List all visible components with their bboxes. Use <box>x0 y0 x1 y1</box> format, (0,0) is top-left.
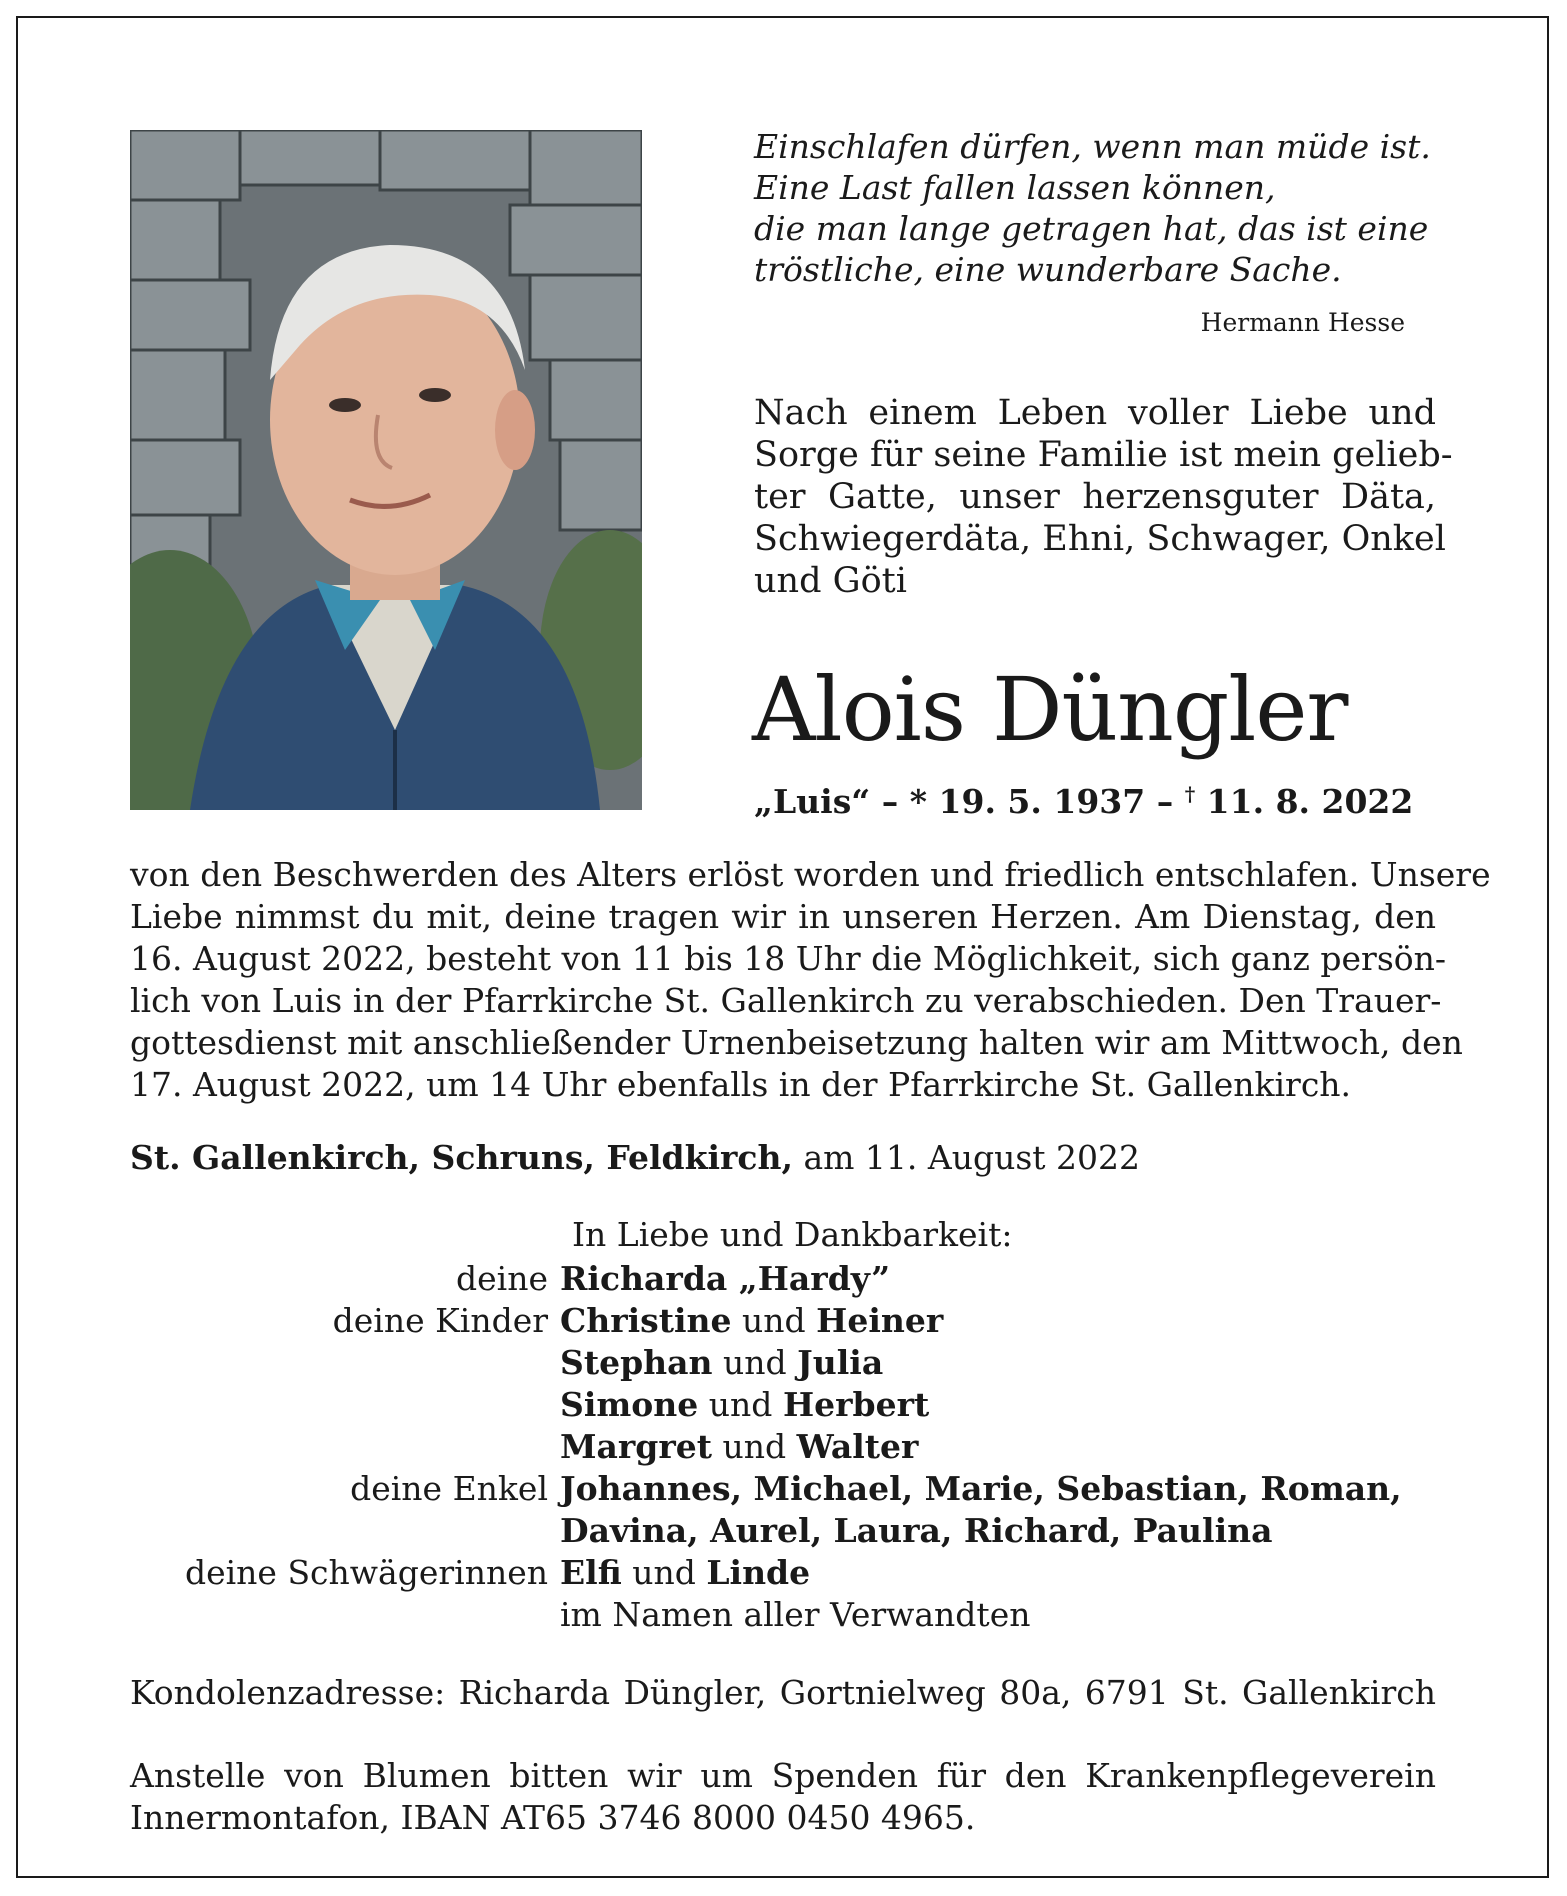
relatives-note: im Namen aller Verwandten <box>560 1595 1031 1634</box>
connector: und <box>742 1301 806 1340</box>
birth-date: 19. 5. 1937 <box>938 782 1146 821</box>
quote-line: tröstliche, eine wunderbare Sache. <box>754 250 1342 289</box>
mourner-row <box>130 1510 1450 1552</box>
place-date <box>130 1138 1140 1177</box>
places: St. Gallenkirch, Schruns, Feldkirch, <box>130 1138 793 1177</box>
body-line: lich von Luis in der Pfarrkirche St. Gallenkirch zu verabschieden. Den Trauer- <box>130 981 1442 1020</box>
mourner-label: deine <box>456 1259 548 1298</box>
quote-line: die man lange getragen hat, das ist eine <box>754 209 1429 248</box>
intro-line: ter Gatte, unser herzensguter Däta, <box>754 477 1436 517</box>
deceased-name: Alois Düngler <box>752 658 1348 761</box>
intro-line: Nach einem Leben voller Liebe und <box>754 393 1436 433</box>
mourner-name: Herbert <box>782 1385 930 1424</box>
body-line: Liebe nimmst du mit, deine tragen wir in unseren Herzen. Am Dienstag, den <box>130 897 1436 936</box>
life-dates: „Luis“ – * 19. 5. 1937 – † 11. 8. 2022 <box>754 782 1414 821</box>
body-line: 16. August 2022, besteht von 11 bis 18 Uhr die Möglichkeit, sich ganz persön- <box>130 939 1447 978</box>
nickname: „Luis“ <box>754 782 871 821</box>
mourner-name: Margret <box>560 1427 712 1466</box>
mourner-name: Simone <box>560 1385 699 1424</box>
intro-line: Sorge für seine Familie ist mein gelieb- <box>754 435 1453 475</box>
hesse-quote <box>754 126 1434 290</box>
born-symbol: * <box>909 782 928 821</box>
connector: und <box>708 1385 773 1424</box>
mourner-label: deine Schwägerinnen <box>184 1553 548 1592</box>
mourners-heading: In Liebe und Dankbarkeit: <box>572 1215 1013 1254</box>
mourner-name: Walter <box>796 1427 919 1466</box>
mourner-name: Davina, Aurel, Laura, Richard, Paulina <box>560 1511 1273 1550</box>
mourner-name: Linde <box>706 1553 811 1592</box>
condolence-address: Kondolenzadresse: Richarda Düngler, Gortnielweg 80a, 6791 St. Gallenkirch <box>130 1673 1436 1712</box>
mourner-row <box>130 1342 1450 1384</box>
connector: und <box>632 1553 696 1592</box>
notice-date: am 11. August 2022 <box>803 1138 1141 1177</box>
mourner-name: Richarda „Hardy” <box>560 1259 891 1298</box>
body-line: von den Beschwerden des Alters erlöst worden und friedlich entschlafen. Unsere <box>130 855 1491 894</box>
portrait-photo <box>130 130 642 810</box>
donation-line: Innermontafon, IBAN AT65 3746 8000 0450 4965. <box>130 1798 976 1837</box>
body-line: gottesdienst mit anschließender Urnenbeisetzung halten wir am Mittwoch, den <box>130 1023 1463 1062</box>
mourner-row <box>130 1300 1450 1342</box>
mourner-name: Heiner <box>816 1301 944 1340</box>
mourner-row <box>130 1258 1450 1300</box>
mourner-name: Johannes, Michael, Marie, Sebastian, Roman, <box>560 1469 1402 1508</box>
connector: und <box>723 1343 787 1382</box>
died-symbol: † <box>1184 782 1196 806</box>
intro-line: und Göti <box>754 561 907 601</box>
intro-line: Schwiegerdäta, Ehni, Schwager, Onkel <box>754 519 1446 559</box>
quote-line: Eine Last fallen lassen können, <box>754 168 1276 207</box>
mourner-name: Julia <box>797 1343 884 1382</box>
mourner-name: Christine <box>560 1301 732 1340</box>
mourner-row <box>130 1594 1450 1636</box>
mourner-label: deine Enkel <box>350 1469 548 1508</box>
mourner-row <box>130 1468 1450 1510</box>
mourner-name: Stephan <box>560 1343 713 1382</box>
body-line: 17. August 2022, um 14 Uhr ebenfalls in der Pfarrkirche St. Gallenkirch. <box>130 1065 1352 1104</box>
notice-body <box>130 854 1491 1106</box>
quote-author: Hermann Hesse <box>1200 308 1405 337</box>
mourner-label: deine Kinder <box>332 1301 548 1340</box>
mourners-list <box>130 1258 1450 1636</box>
death-date: 11. 8. 2022 <box>1206 782 1414 821</box>
donation-note <box>130 1755 1436 1839</box>
donation-line: Anstelle von Blumen bitten wir um Spenden für den Krankenpflegeverein <box>130 1756 1436 1795</box>
connector: und <box>722 1427 787 1466</box>
mourner-row <box>130 1426 1450 1468</box>
quote-line: Einschlafen dürfen, wenn man müde ist. <box>754 127 1431 166</box>
mourner-name: Elfi <box>560 1553 622 1592</box>
intro-text <box>754 392 1453 602</box>
mourner-row <box>130 1552 1450 1594</box>
mourner-row <box>130 1384 1450 1426</box>
